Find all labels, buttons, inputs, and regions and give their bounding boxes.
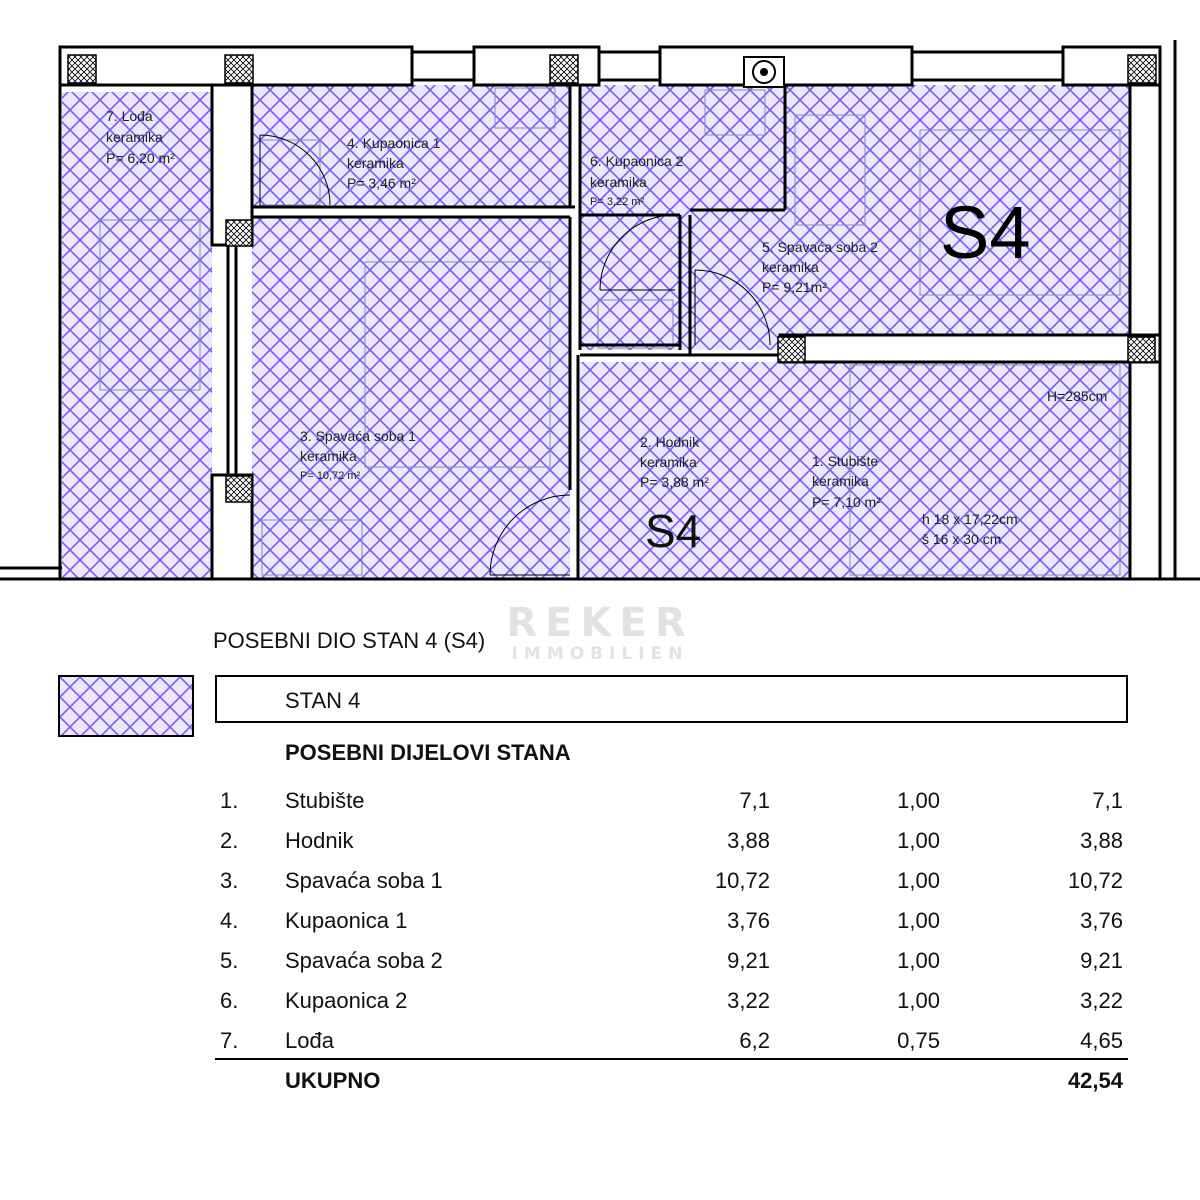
room-3-name: 3. Spavaća soba 1 [300, 428, 416, 444]
row-coefficient: 1,00 [897, 788, 940, 813]
stair-dimension-note-1: h 18 x 17,22cm [922, 511, 1018, 527]
row-reduced-area: 9,21 [1080, 948, 1123, 973]
watermark-logo [470, 600, 730, 664]
room-5-name: 5. Spavaća soba 2 [762, 239, 878, 255]
room-2-name: 2. Hodnik [640, 434, 700, 450]
total-label: UKUPNO [285, 1068, 381, 1093]
row-coefficient: 1,00 [897, 988, 940, 1013]
room-2-finish: keramika [640, 454, 697, 470]
row-area: 3,88 [727, 828, 770, 853]
row-number: 4. [220, 908, 239, 933]
row-area: 10,72 [714, 868, 770, 893]
room-3-finish: keramika [300, 448, 357, 464]
room-6-name: 6. Kupaonica 2 [590, 153, 684, 169]
row-number: 1. [220, 788, 239, 813]
room-7-area: P= 6,20 m² [106, 150, 175, 166]
row-reduced-area: 7,1 [1092, 788, 1123, 813]
row-coefficient: 1,00 [897, 908, 940, 933]
legend-swatch [58, 675, 194, 737]
unit-name-box [215, 675, 1128, 723]
row-name: Spavaća soba 1 [285, 868, 443, 893]
row-area: 9,21 [727, 948, 770, 973]
unit-mark-small: S4 [645, 505, 702, 557]
table-row [215, 868, 1128, 908]
row-name: Spavaća soba 2 [285, 948, 443, 973]
room-4-finish: keramika [347, 155, 404, 171]
row-coefficient: 0,75 [897, 1028, 940, 1053]
row-reduced-area: 3,22 [1080, 988, 1123, 1013]
table-total-divider [215, 1058, 1128, 1060]
row-name: Hodnik [285, 828, 354, 853]
row-reduced-area: 3,88 [1080, 828, 1123, 853]
row-reduced-area: 4,65 [1080, 1028, 1123, 1053]
row-name: Lođa [285, 1028, 334, 1053]
row-number: 7. [220, 1028, 239, 1053]
row-coefficient: 1,00 [897, 948, 940, 973]
ceiling-height-note: H=285cm [1047, 388, 1108, 404]
room-4-name: 4. Kupaonica 1 [347, 135, 441, 151]
row-coefficient: 1,00 [897, 828, 940, 853]
room-1-finish: keramika [812, 473, 869, 489]
unit-name: STAN 4 [285, 688, 361, 713]
table-row [215, 948, 1128, 988]
table-row [215, 988, 1128, 1028]
table-heading: POSEBNI DIJELOVI STANA [285, 740, 571, 765]
row-area: 3,22 [727, 988, 770, 1013]
room-7-name: 7. Lođa [106, 108, 153, 124]
room-1-area: P= 7,10 m² [812, 494, 881, 510]
row-area: 6,2 [739, 1028, 770, 1053]
watermark-sub: IMMOBILIEN [511, 644, 689, 664]
row-name: Kupaonica 1 [285, 908, 408, 933]
row-coefficient: 1,00 [897, 868, 940, 893]
table-total-row [215, 1068, 1128, 1098]
section-title: POSEBNI DIO STAN 4 (S4) [213, 628, 486, 653]
room-5-finish: keramika [762, 259, 819, 275]
room-7-finish: keramika [106, 129, 163, 145]
ventilation-fan-icon [744, 57, 784, 87]
table-row [215, 788, 1128, 828]
table-row [215, 828, 1128, 868]
watermark-main: REKER [506, 600, 694, 646]
unit-mark-large: S4 [940, 191, 1031, 274]
row-reduced-area: 3,76 [1080, 908, 1123, 933]
room-2-area: P= 3,88 m² [640, 474, 709, 490]
room-3-area: P= 10,72 m² [300, 470, 361, 482]
room-spavaca1-floor [252, 217, 570, 579]
room-5-area: P= 9,21m² [762, 279, 827, 295]
row-number: 6. [220, 988, 239, 1013]
table-row [215, 908, 1128, 948]
row-area: 3,76 [727, 908, 770, 933]
room-1-name: 1. Stubište [812, 453, 879, 469]
room-6-finish: keramika [590, 174, 647, 190]
row-number: 2. [220, 828, 239, 853]
stair-dimension-note-2: š 16 x 30 cm [922, 531, 1002, 547]
row-reduced-area: 10,72 [1067, 868, 1123, 893]
room-6-area: P= 3,22 m² [590, 196, 645, 208]
row-name: Kupaonica 2 [285, 988, 408, 1013]
row-area: 7,1 [739, 788, 770, 813]
row-number: 3. [220, 868, 239, 893]
table-row [215, 1028, 1128, 1068]
room-4-area: P= 3,46 m² [347, 175, 416, 191]
total-value: 42,54 [1067, 1068, 1123, 1093]
row-name: Stubište [285, 788, 365, 813]
row-number: 5. [220, 948, 239, 973]
